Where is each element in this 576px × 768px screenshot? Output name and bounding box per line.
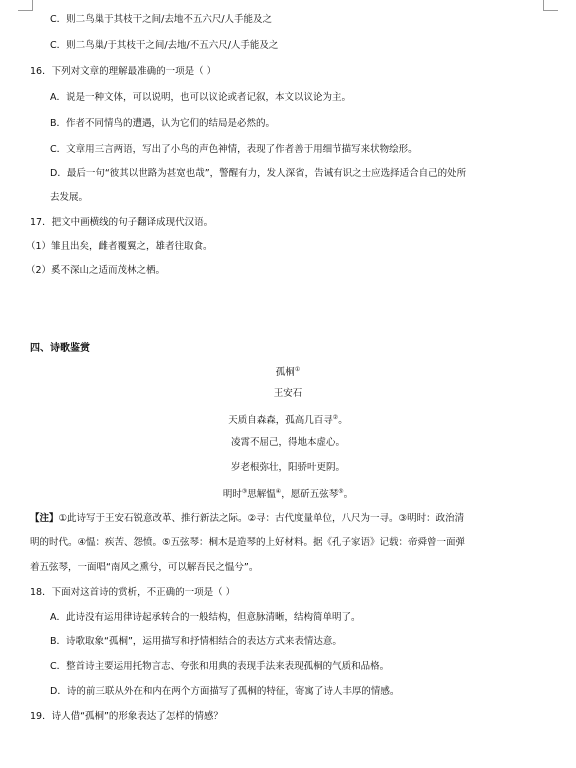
- poem-line-4: [0, 485, 576, 502]
- poem-note-line-1: [30, 512, 464, 526]
- question-17-item-2: （2）奚不深山之适而茂林之栖。: [26, 265, 166, 276]
- poem-note-line-3: 着五弦琴，一面唱“南风之熏兮，可以解吾民之愠兮”。: [30, 562, 259, 573]
- question-16-option-c: C．文章用三言两语，写出了小鸟的声色神情，表现了作者善于用细节描写来状物绘形。: [50, 144, 418, 155]
- poem-line-4-footnote-4: ④: [275, 488, 282, 495]
- option-c-second: C．则二鸟巢/于其枝干之间/去地/不五六尺/人手能及之: [50, 40, 279, 51]
- poem-line-1-text: 天质自森森，孤高几百寻: [228, 415, 333, 427]
- poem-author: 王安石: [273, 388, 303, 399]
- question-17-stem: 17．把文中画横线的句子翻译成现代汉语。: [30, 217, 214, 228]
- question-18-option-d: D．诗的前三联从外在和内在两个方面描写了孤桐的特征，寄寓了诗人丰厚的情感。: [50, 686, 400, 697]
- question-18-option-a: A．此诗没有运用律诗起承转合的一般结构，但意脉清晰，结构简单明了。: [50, 612, 361, 623]
- poem-note-line-2: 明的时代。④愠：疾苦、怨愤。⑤五弦琴：桐木是造琴的上好材料。据《孔子家语》记载：帝舜曾一面弹: [30, 537, 466, 548]
- question-19-stem: 19．诗人借“孤桐”的形象表达了怎样的情感？: [30, 711, 223, 722]
- question-16-option-a: A．说是一种文体，可以说明，也可以议论或者记叙，本文以议论为主。: [50, 92, 351, 103]
- poem-line-1-footnote-mark: ②: [332, 414, 339, 421]
- poem-title-footnote-mark: ①: [294, 366, 301, 373]
- question-17-item-1: （1）雏且出矣，雌者覆翼之，雄者往取食。: [26, 241, 213, 252]
- poem-title-text: 孤桐: [275, 367, 295, 379]
- question-16-option-b: B．作者不同情鸟的遭遇，认为它们的结局是必然的。: [50, 118, 276, 129]
- poem-line-1: [0, 411, 576, 428]
- poem-line-4-part-4: 。: [343, 489, 354, 501]
- poem-line-3: 岁老根弥壮，阳骄叶更阴。: [230, 462, 345, 473]
- question-18-stem: 18．下面对这首诗的赏析，不正确的一项是（ ）: [30, 587, 236, 598]
- option-c-first: C．则二鸟巢于其枝干之间/去地不五六尺/人手能及之: [50, 14, 273, 25]
- question-16-option-d-continued: 去发展。: [50, 192, 89, 203]
- poem-line-1-end: 。: [338, 415, 348, 427]
- page-corner-mark-right: [543, 0, 558, 11]
- poem-line-4-part-1: 明时: [222, 489, 242, 501]
- poem-line-2: 凌霄不屈己，得地本虚心。: [230, 437, 345, 448]
- poem-line-4-footnote-5: ⑤: [338, 488, 344, 495]
- poem-line-4-part-3: ，愿斫五弦琴: [281, 489, 339, 501]
- poem-note-text-1: ①此诗写于王安石锐意改革、推行新法之际。②寻：古代度量单位，八尺为一寻。③明时：政治清: [58, 513, 465, 524]
- question-18-option-c: C．整首诗主要运用托物言志、夸张和用典的表现手法来表现孤桐的气质和品格。: [50, 661, 390, 672]
- poem-title: [0, 363, 576, 380]
- question-16-stem: 16．下列对文章的理解最准确的一项是（ ）: [30, 66, 217, 77]
- page-corner-mark-left: [18, 0, 33, 11]
- poem-line-4-footnote-3: ③: [241, 488, 248, 495]
- poem-note-tag: 【注】: [30, 513, 59, 524]
- question-18-option-b: B．诗歌取象“孤桐”，运用描写和抒情相结合的表达方式来表情达意。: [50, 636, 342, 647]
- section-heading-poetry: 四、诗歌鉴赏: [30, 343, 90, 354]
- poem-line-4-part-2: 思解愠: [247, 489, 276, 501]
- question-16-option-d: D．最后一句“彼其以世路为甚宽也哉”，警醒有力，发人深省，告诫有识之士应选择适合自己的处所: [50, 168, 467, 179]
